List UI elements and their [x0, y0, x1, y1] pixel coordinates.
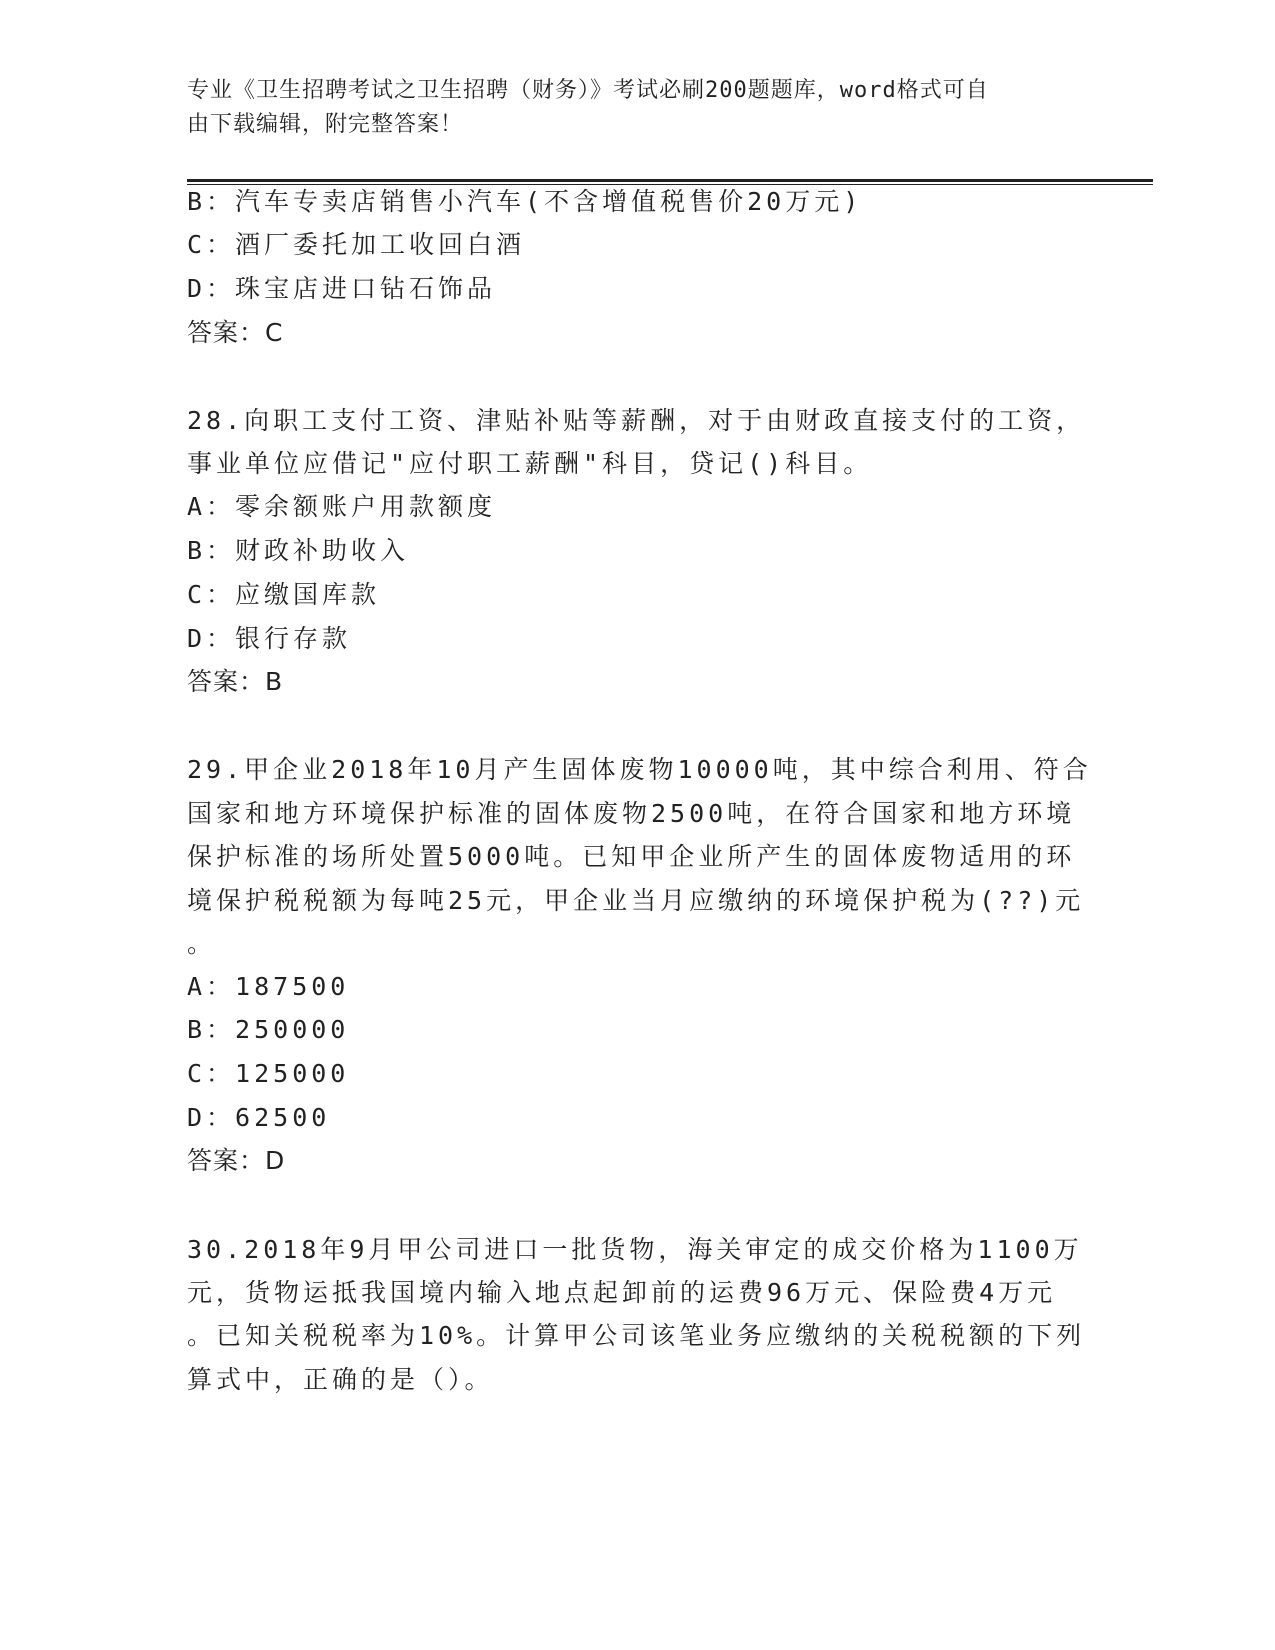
q28-option-b: B：财政补助收入 — [187, 536, 410, 565]
q28-option-a: A：零余额账户用款额度 — [187, 492, 497, 521]
q28-answer: 答案：B — [187, 667, 284, 696]
q30-stem-line-3: 。已知关税税率为10%。计算甲公司该笔业务应缴纳的关税税额的下列 — [187, 1321, 1086, 1350]
header-line-1: 专业《卫生招聘考试之卫生招聘（财务）》考试必刷200题题库，word格式可自 — [187, 78, 989, 103]
q29-option-b: B：250000 — [187, 1015, 350, 1044]
document-header — [187, 74, 1067, 142]
header-line-2: 由下载编辑，附完整答案！ — [187, 112, 464, 137]
q30-stem-line-1: 30.2018年9月甲公司进口一批货物，海关审定的成交价格为1100万 — [187, 1235, 1083, 1264]
q29-stem-line-3: 保护标准的场所处置5000吨。已知甲企业所产生的固体废物适用的环 — [187, 842, 1076, 871]
q28-option-d: D：银行存款 — [187, 624, 352, 653]
q28-stem-line-1: 28.向职工支付工资、津贴补贴等薪酬，对于由财政直接支付的工资， — [187, 406, 1086, 435]
q28-stem-line-2: 事业单位应借记"应付职工薪酬"科目，贷记()科目。 — [187, 449, 873, 478]
q30-stem-line-2: 元，货物运抵我国境内输入地点起卸前的运费96万元、保险费4万元 — [187, 1278, 1057, 1307]
q29-option-c: C：125000 — [187, 1059, 350, 1088]
q29-stem-line-2: 国家和地方环境保护标准的固体废物2500吨，在符合国家和地方环境 — [187, 799, 1076, 828]
q29-stem-line-4: 境保护税税额为每吨25元，甲企业当月应缴纳的环境保护税为(??)元 — [187, 886, 1085, 915]
q27-option-b: B：汽车专卖店销售小汽车(不含增值税售价20万元) — [187, 187, 863, 216]
q30-stem-line-4: 算式中，正确的是（）。 — [187, 1365, 494, 1394]
q29-stem-line-5: 。 — [187, 929, 217, 958]
q27-option-c: C：酒厂委托加工收回白酒 — [187, 230, 526, 259]
q27-option-d: D：珠宝店进口钻石饰品 — [187, 274, 497, 303]
q28-option-c: C：应缴国库款 — [187, 580, 381, 609]
q29-option-d: D：62500 — [187, 1103, 331, 1132]
q29-answer: 答案：D — [187, 1146, 286, 1175]
q29-option-a: A：187500 — [187, 972, 350, 1001]
q29-stem-line-1: 29.甲企业2018年10月产生固体废物10000吨，其中综合利用、符合 — [187, 755, 1092, 784]
q27-answer: 答案：C — [187, 318, 284, 347]
